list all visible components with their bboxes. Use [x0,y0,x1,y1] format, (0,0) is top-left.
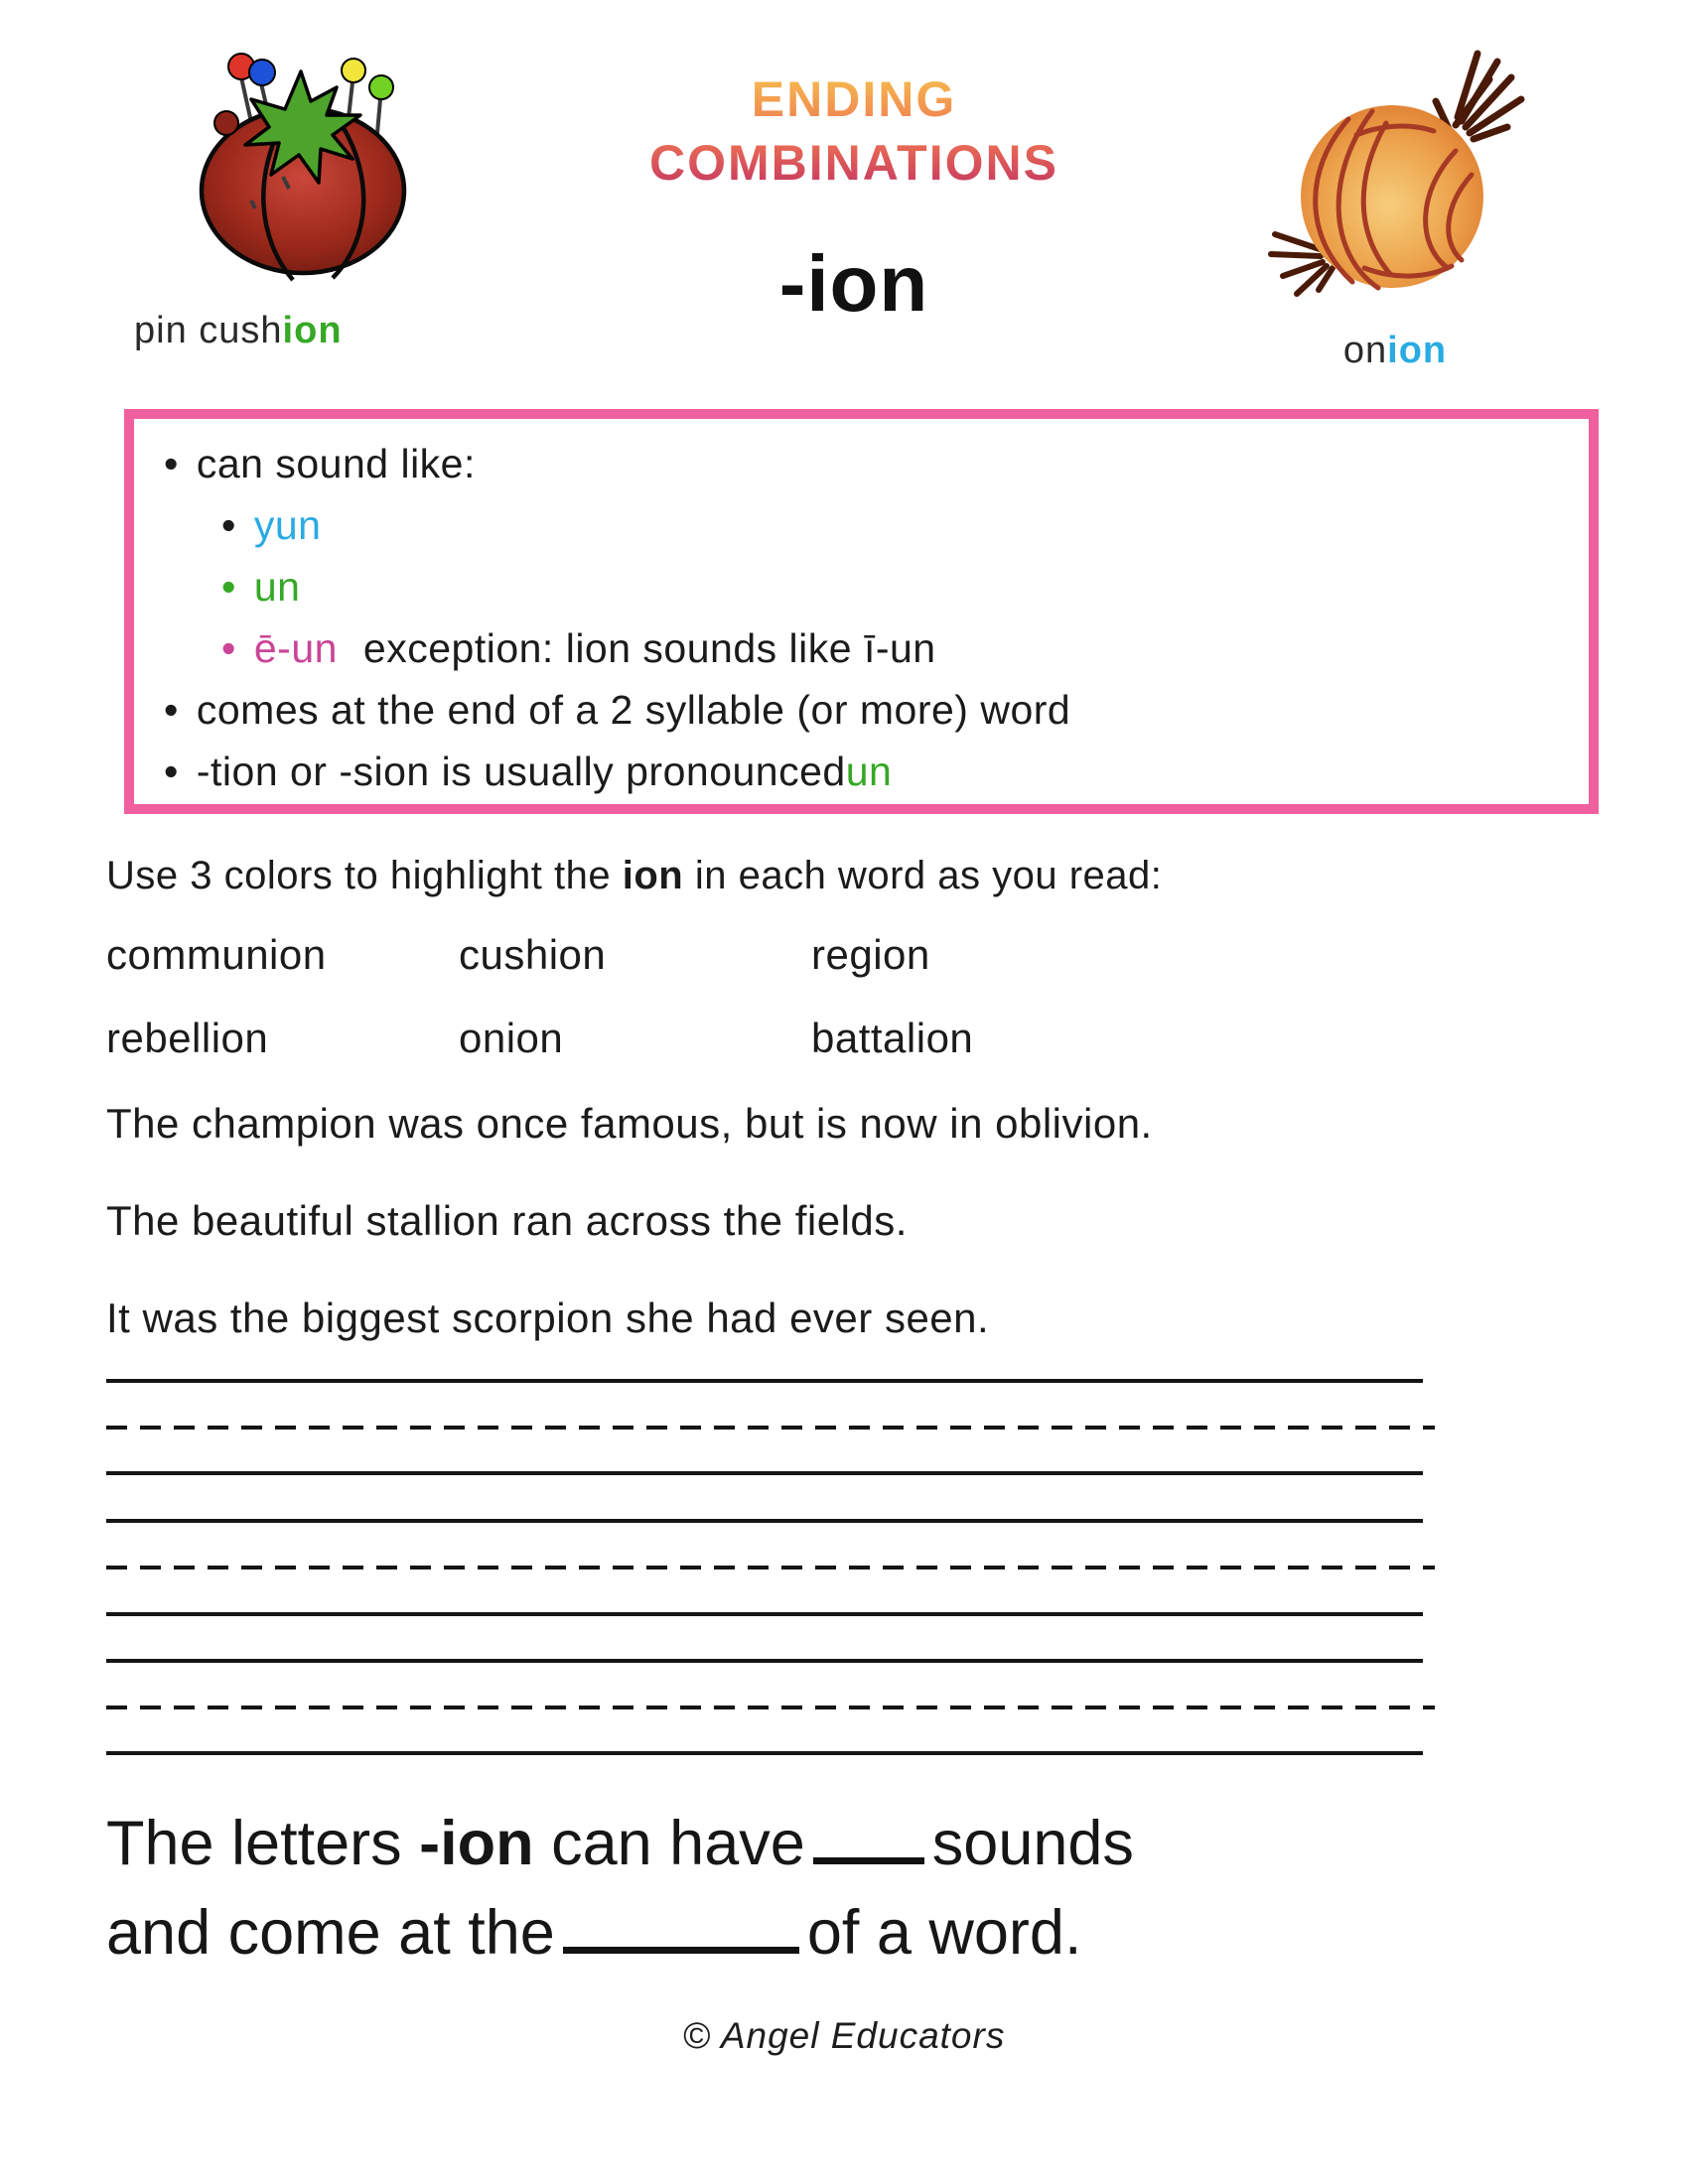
writing-line-solid [106,1751,1423,1755]
instruction-pre: Use 3 colors to highlight the [106,854,623,897]
page-title [556,68,1152,195]
copyright-credit: © Angel Educators [682,2015,1006,2056]
summary-statement [106,1799,1596,1978]
word-onion: onion [459,1015,564,1061]
word-cushion: cushion [459,931,607,978]
fill-in-blank-sounds [813,1857,924,1864]
rule-highlight-un: un [845,748,893,794]
statement-line1-mid: can have [533,1809,805,1878]
statement-line2 [106,1888,1596,1978]
instruction-ion: ion [622,854,684,897]
writing-line-solid [106,1471,1423,1475]
instruction-post: in each word as you read: [683,854,1163,897]
page-title-line1: ENDING [751,71,957,127]
rule-item-tion-sion [164,741,1569,802]
highlight-instruction [106,854,1496,898]
statement-line1-pre: The letters [106,1809,420,1878]
sentence-champion: The champion was once famous, but is now in oblivion. [106,1100,1153,1147]
pin-cushion-label [134,310,432,352]
rule-sound-e-un: ē-un [253,624,338,671]
sentence-scorpion: It was the biggest scorpion she had ever seen. [106,1295,990,1341]
onion-illustration [1261,40,1529,303]
onion-label [1261,330,1529,372]
rule-item-can-sound-like [164,433,1569,494]
rule-item-e-un [164,617,1569,679]
writing-line-solid [106,1519,1423,1523]
rule-sound-un: un [253,563,301,610]
practice-sentences [106,1098,1546,1390]
rule-item-un [164,556,1569,617]
rule-item-syllable [164,679,1569,741]
rule-sound-yun: yun [253,501,322,548]
writing-line-solid [106,1612,1423,1616]
word-battalion: battalion [811,1015,974,1061]
pin-cushion-illustration [194,50,422,288]
writing-line-solid [106,1659,1423,1663]
pin-cushion-label-plain: pin cush [134,310,283,351]
word-grid [106,931,1298,1062]
pin-cushion-label-ion: ion [282,310,343,351]
word-communion: communion [106,931,327,978]
rule-text-tion-sion: -tion or -sion is usually pronounced [196,748,846,794]
writing-line-dashed [106,1566,1435,1570]
rule-text: can sound like: [196,440,476,486]
statement-line2-pre: and come at the [106,1898,555,1968]
bullet-icon: • [221,501,236,548]
sentence-stallion: The beautiful stallion ran across the fields. [106,1197,908,1244]
word-region: region [811,931,930,978]
bullet-icon: • [221,563,236,610]
writing-line-solid [106,1379,1423,1383]
statement-line1 [106,1799,1596,1888]
page-title-line2: COMBINATIONS [649,135,1058,191]
bullet-icon: • [221,624,236,671]
rule-box [124,409,1599,814]
onion-label-plain: on [1342,330,1388,371]
statement-line2-post: of a word. [806,1898,1082,1968]
fill-in-blank-end [563,1947,799,1954]
bullet-icon: • [164,440,179,486]
statement-ion: -ion [419,1809,534,1878]
writing-line-dashed [106,1426,1435,1430]
onion-label-ion: ion [1387,330,1448,371]
bullet-icon: • [164,748,179,794]
handwriting-lines [106,1379,1437,1758]
rule-exception-text: exception: lion sounds like ī-un [362,624,936,671]
writing-line-dashed [106,1706,1435,1709]
ending-heading: -ion [778,239,929,328]
statement-line1-post: sounds [931,1809,1134,1878]
rule-text-syllable: comes at the end of a 2 syllable (or more) word [196,686,1071,733]
rule-item-yun [164,494,1569,556]
word-rebellion: rebellion [106,1015,269,1061]
bullet-icon: • [164,686,179,733]
onion-icon [1261,40,1529,303]
pin-cushion-icon [194,50,422,288]
